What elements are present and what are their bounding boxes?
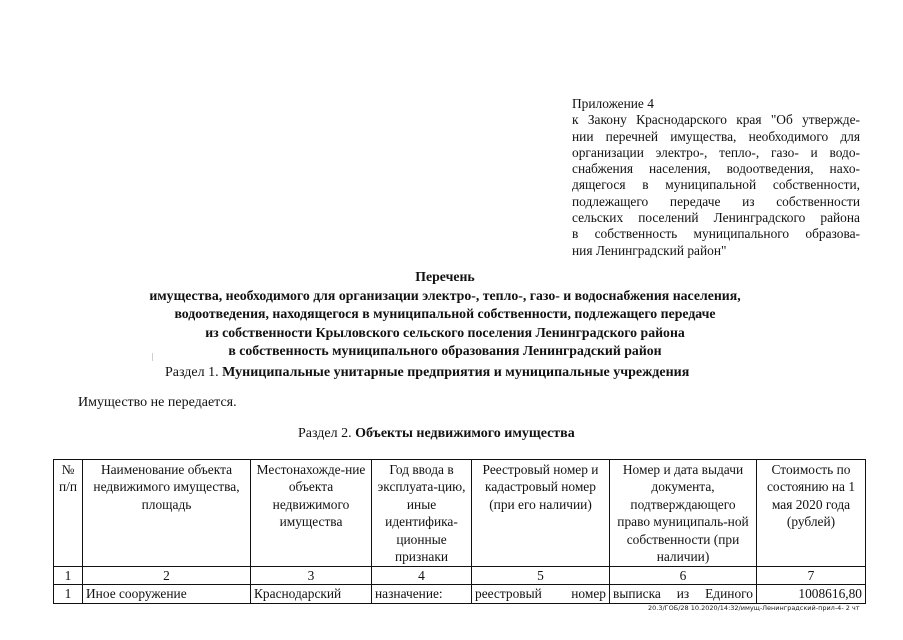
header-cell: Местонахожде-ние объекта недвижимого имущества <box>251 460 372 567</box>
title-line: в собственность муниципального образования Ленинградский район <box>228 343 662 358</box>
appendix-line: снабжения населения, водоотведения, нахо- <box>572 161 860 177</box>
title-line: Перечень <box>415 269 475 284</box>
appendix-line: организации электро-, тепло-, газо- и водо- <box>572 144 860 160</box>
table-cell: назначение: <box>372 585 472 604</box>
appendix-line: в собственность муниципального образова- <box>572 226 860 242</box>
table-cell: выписка из Единого <box>610 585 757 604</box>
title-line: водоотведения, находящегося в муниципальной собственности, подлежащего передаче <box>174 306 716 321</box>
column-number-cell: 7 <box>757 567 866 585</box>
column-number-cell: 3 <box>251 567 372 585</box>
table-row <box>54 585 866 604</box>
appendix-line: нии перечней имущества, необходимого для <box>572 128 860 144</box>
appendix-line: дящегося в муниципальной собственности, <box>572 177 860 193</box>
title-line: имущества, необходимого для организации электро-, тепло-, газо- и водоснабжения населения, <box>149 287 741 303</box>
table-cell: Краснодарский <box>251 585 372 604</box>
section-1-name: Муниципальные унитарные предприятия и муниципальные учреждения <box>222 365 690 380</box>
column-number-cell: 5 <box>472 567 610 585</box>
appendix-line: ния Ленинградский район" <box>572 242 727 258</box>
appendix-line: подлежащего передаче из собственности <box>572 193 860 209</box>
header-cell: Наименование объекта недвижимого имущества, площадь <box>83 460 251 567</box>
document-title <box>60 268 830 361</box>
header-cell: Стоимость по состоянию на 1 мая 2020 года (рублей) <box>757 460 866 567</box>
section-2-prefix: Раздел 2. <box>298 426 352 441</box>
appendix-line: к Закону Краснодарского края "Об утвержде- <box>572 112 860 128</box>
column-number-cell: 4 <box>372 567 472 585</box>
table-header-row <box>54 460 866 567</box>
section-1-note: Имущество не передается. <box>78 395 237 410</box>
column-number-cell: 6 <box>610 567 757 585</box>
page-footer: 20.3/ГОБ/28 10.2020/14:32/имущ-Ленинградский-прил-4- 2 чт <box>648 604 860 612</box>
table-cell: 1 <box>54 585 83 604</box>
appendix-line: сельских поселений Ленинградского района <box>572 210 860 226</box>
header-cell: Реестровый номер и кадастровый номер (при его наличии) <box>472 460 610 567</box>
section-2-name: Объекты недвижимого имущества <box>355 426 575 441</box>
column-number-row <box>54 567 866 585</box>
title-line: из собственности Крыловского сельского поселения Ленинградского района <box>205 324 685 340</box>
section-1-heading <box>165 365 689 381</box>
table-cell: реестровый номер <box>472 585 610 604</box>
column-number-cell: 1 <box>54 567 83 585</box>
appendix-header <box>572 96 860 259</box>
table-cell: Иное сооружение <box>83 585 251 604</box>
header-cell: № п/п <box>54 460 83 567</box>
property-table <box>53 459 866 604</box>
appendix-line: Приложение 4 <box>572 96 654 111</box>
column-number-cell: 2 <box>83 567 251 585</box>
section-2-heading <box>298 426 575 442</box>
table-cell: 1008616,80 <box>757 585 866 604</box>
header-cell: Год ввода в эксплуата-цию, иные идентифика-ционные признаки <box>372 460 472 567</box>
header-cell: Номер и дата выдачи документа, подтверждающего право муниципаль-ной собственности (при наличии) <box>610 460 757 567</box>
scan-artifact <box>152 353 153 361</box>
section-1-prefix: Раздел 1. <box>165 365 219 380</box>
